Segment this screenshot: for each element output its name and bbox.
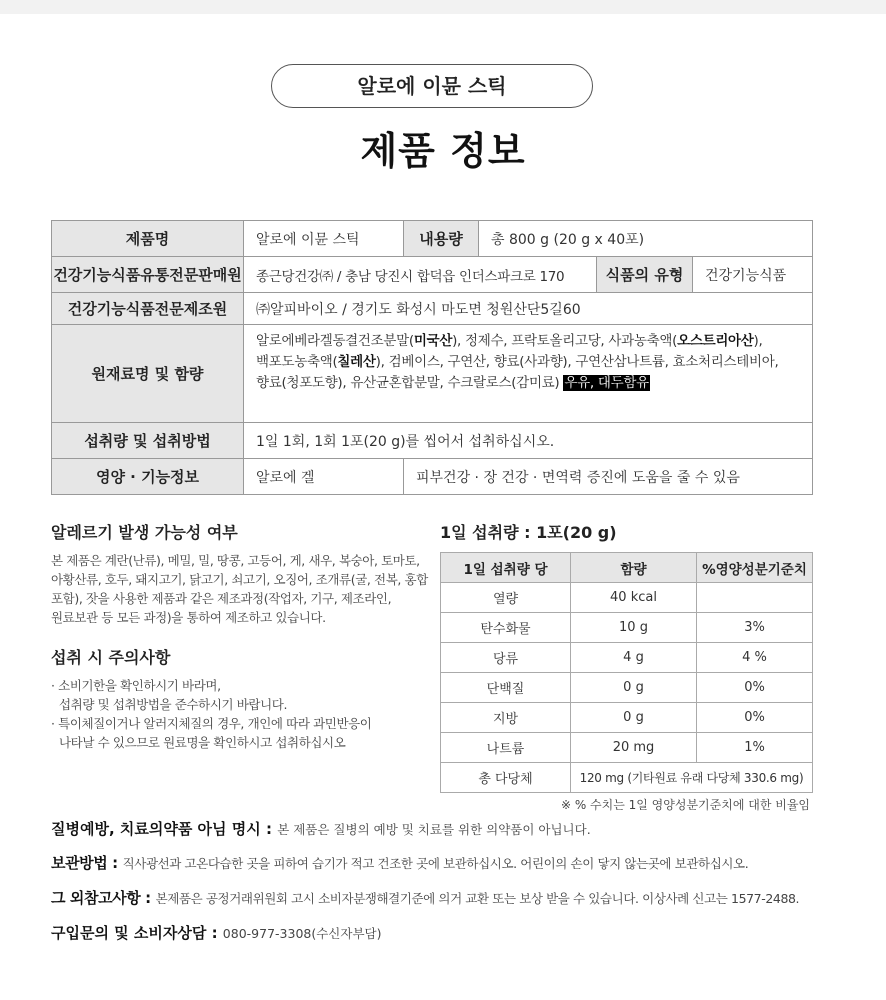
info-row-maker [52, 293, 813, 325]
maker-value: ㈜알피바이오 / 경기도 화성시 마도면 청원산단5길60 [244, 293, 813, 325]
nutrient-amount: 20 mg [571, 733, 697, 763]
nutrition-header-daily-value: %영양성분기준치 [697, 553, 813, 583]
nutrition-footnote: ※ % 수치는 1일 영양성분기준치에 대한 비율임 [560, 798, 810, 812]
table-row [441, 703, 813, 733]
table-row [441, 673, 813, 703]
notice-text: 본 제품은 질병의 예방 및 치료를 위한 의약품이 아닙니다. [277, 822, 591, 837]
nutrient-amount: 40 kcal [571, 583, 697, 613]
notice-text: 080-977-3308(수신자부담) [222, 926, 382, 941]
table-row [441, 613, 813, 643]
notice-label: 그 외참고사항 : [51, 889, 156, 907]
intake-value: 1일 1회, 1회 1포(20 g)를 씹어서 섭취하십시오. [244, 423, 813, 459]
maker-label: 건강기능식품전문제조원 [52, 293, 244, 325]
nutrient-name: 나트륨 [441, 733, 571, 763]
notice-other [51, 887, 831, 908]
function-label: 영양 · 기능정보 [52, 459, 244, 495]
caution-section [51, 645, 431, 752]
caution-list [51, 676, 431, 752]
seller-label: 건강기능식품유통전문판매원 [52, 257, 244, 293]
top-bar [0, 0, 886, 14]
nutrient-name: 당류 [441, 643, 571, 673]
food-type-label: 식품의 유형 [597, 257, 693, 293]
caution-title: 섭취 시 주의사항 [51, 648, 171, 667]
nutrition-header-row [441, 553, 813, 583]
nutrient-pct [697, 583, 813, 613]
function-description: 피부건강 · 장 건강 · 면역력 증진에 도움을 줄 수 있음 [404, 459, 813, 495]
allergen-highlight: 우유, 대두함유 [564, 375, 649, 391]
product-name-label: 제품명 [52, 221, 244, 257]
product-info-table [51, 220, 813, 495]
nutrient-pct: 4 % [697, 643, 813, 673]
nutrition-header-amount: 함량 [571, 553, 697, 583]
product-name-value: 알로에 이뮨 스틱 [244, 221, 404, 257]
volume-label: 내용량 [404, 221, 479, 257]
table-row [441, 643, 813, 673]
function-ingredient: 알로에 겔 [244, 459, 404, 495]
info-row-product-name [52, 221, 813, 257]
volume-value: 총 800 g (20 g x 40포) [479, 221, 813, 257]
notice-text: 직사광선과 고온다습한 곳을 피하여 습기가 적고 건조한 곳에 보관하십시오. 어린이의 손이 닿지 않는곳에 보관하십시오. [122, 856, 749, 871]
table-row [441, 733, 813, 763]
notice-label: 질병예방, 치료의약품 아님 명시 : [51, 820, 278, 838]
food-type-value: 건강기능식품 [693, 257, 813, 293]
ingredients-line-1: 알로에베라겔동결건조분말(미국산), 정제수, 프락토올리고당, 사과농축액(오스트리아산), [256, 333, 763, 349]
intake-label: 섭취량 및 섭취방법 [52, 423, 244, 459]
nutrient-pct: 3% [697, 613, 813, 643]
page-title: 제품 정보 [360, 129, 526, 173]
nutrient-amount: 4 g [571, 643, 697, 673]
table-row [441, 763, 813, 793]
info-row-function [52, 459, 813, 495]
caution-item: · 소비기한을 확인하시기 바라며, 섭취량 및 섭취방법을 준수하시기 바랍니다. [51, 678, 288, 712]
info-row-seller [52, 257, 813, 293]
info-row-ingredients [52, 325, 813, 423]
table-row [441, 583, 813, 613]
allergy-section [51, 520, 431, 752]
seller-value: 종근당건강㈜ / 충남 당진시 합덕읍 인더스파크로 170 [244, 257, 597, 293]
nutrient-name: 총 다당체 [441, 763, 571, 793]
nutrient-amount: 10 g [571, 613, 697, 643]
ingredients-line-3: 향료(청포도향), 유산균혼합분말, 수크랄로스(감미료) 우유, 대두함유 [256, 375, 649, 391]
notice-not-medicine [51, 818, 831, 839]
ingredients-value [244, 325, 813, 423]
nutrient-pct: 1% [697, 733, 813, 763]
product-name-pill: 알로에 이뮨 스틱 [271, 64, 593, 108]
nutrient-name: 탄수화물 [441, 613, 571, 643]
nutrient-pct: 0% [697, 703, 813, 733]
ingredients-label: 원재료명 및 함량 [52, 325, 244, 423]
notice-storage [51, 852, 831, 873]
nutrition-table [440, 552, 813, 793]
allergy-title: 알레르기 발생 가능성 여부 [51, 523, 238, 542]
notice-label: 구입문의 및 소비자상담 : [51, 924, 223, 942]
nutrient-amount: 120 mg (기타원료 유래 다당체 330.6 mg) [571, 763, 813, 793]
nutrient-pct: 0% [697, 673, 813, 703]
nutrient-name: 열량 [441, 583, 571, 613]
nutrient-name: 단백질 [441, 673, 571, 703]
ingredients-line-2: 백포도농축액(칠레산), 검베이스, 구연산, 향료(사과향), 구연산삼나트륨, 효소처리스테비아, [256, 354, 779, 370]
nutrition-header-per-serving: 1일 섭취량 당 [441, 553, 571, 583]
nutrient-amount: 0 g [571, 703, 697, 733]
nutrient-amount: 0 g [571, 673, 697, 703]
info-row-intake [52, 423, 813, 459]
notice-text: 본제품은 공정거래위원회 고시 소비자분쟁해결기준에 의거 교환 또는 보상 받을 수 있습니다. 이상사례 신고는 1577-2488. [155, 891, 800, 906]
notice-label: 보관방법 : [51, 854, 123, 872]
nutrient-name: 지방 [441, 703, 571, 733]
allergy-text: 본 제품은 계란(난류), 메밀, 밀, 땅콩, 고등어, 게, 새우, 복숭아, 토마토, 아황산류, 호두, 돼지고기, 닭고기, 쇠고기, 오징어, 조개류(굴, 전복, 홍합 포함), 잣을 사용한 제품과 같은 제조과정(작업자, 기구, 제조라인, 원료보관 등 모든 과정)을 통하여 제조하고 있습니다. [51, 553, 428, 625]
notice-contact [51, 922, 831, 943]
nutrition-title: 1일 섭취량 : 1포(20 g) [440, 523, 617, 542]
caution-item: · 특이체질이거나 알러지체질의 경우, 개인에 따라 과민반응이 나타날 수 있으므로 원료명을 확인하시고 섭취하십시오 [51, 716, 372, 750]
